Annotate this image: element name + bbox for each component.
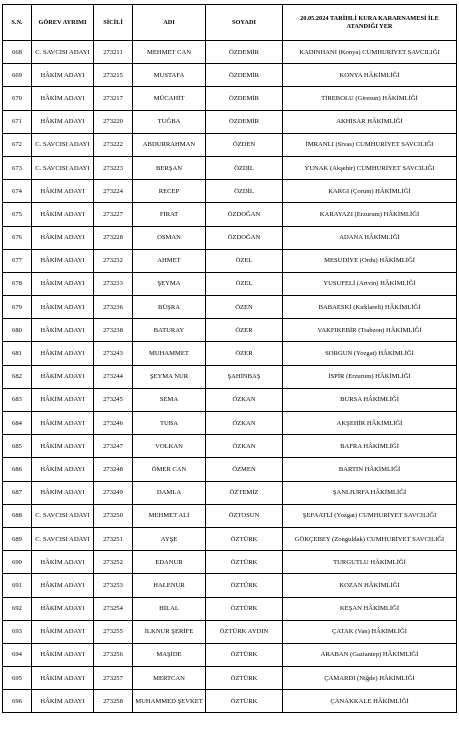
- cell-adi: MERTCAN: [133, 667, 206, 690]
- cell-gorev-ayrimi: HÂKİM ADAYI: [32, 412, 94, 435]
- cell-soyadi: ÖZDİL: [206, 156, 283, 179]
- table-row: [3, 203, 457, 226]
- cell-soyadi: ÖZEL: [206, 249, 283, 272]
- cell-sicili: 273236: [94, 296, 133, 319]
- cell-sicili: 273211: [94, 41, 133, 64]
- table-row: [3, 110, 457, 133]
- cell-sicili: 273257: [94, 667, 133, 690]
- table-row: [3, 643, 457, 666]
- cell-sicili: 273233: [94, 272, 133, 295]
- cell-sicili: 273232: [94, 249, 133, 272]
- cell-soyadi: ÖZTÜRK AYDIN: [206, 620, 283, 643]
- appointment-table: [2, 4, 457, 713]
- header-soyadi: SOYADI: [206, 5, 283, 41]
- cell-gorev-ayrimi: HÂKİM ADAYI: [32, 180, 94, 203]
- table-row: [3, 64, 457, 87]
- cell-adi: TUĞBA: [133, 110, 206, 133]
- cell-atandigi-yer: ÇATAK (Van) HÂKİMLİĞİ: [283, 620, 457, 643]
- table-body: [3, 41, 457, 713]
- cell-atandigi-yer: GÖKÇEBEY (Zonguldak) CUMHURİYET SAVCILIĞI: [283, 527, 457, 550]
- cell-adi: OSMAN: [133, 226, 206, 249]
- cell-sn: 686: [3, 458, 32, 481]
- cell-gorev-ayrimi: HÂKİM ADAYI: [32, 435, 94, 458]
- cell-sicili: 273223: [94, 156, 133, 179]
- cell-gorev-ayrimi: HÂKİM ADAYI: [32, 574, 94, 597]
- cell-gorev-ayrimi: HÂKİM ADAYI: [32, 365, 94, 388]
- cell-soyadi: ÖZTÜRK: [206, 690, 283, 713]
- table-row: [3, 272, 457, 295]
- cell-gorev-ayrimi: HÂKİM ADAYI: [32, 620, 94, 643]
- cell-sicili: 273253: [94, 574, 133, 597]
- cell-sn: 674: [3, 180, 32, 203]
- cell-sicili: 273248: [94, 458, 133, 481]
- cell-atandigi-yer: TURGUTLU HÂKİMLİĞİ: [283, 551, 457, 574]
- cell-adi: DAMLA: [133, 481, 206, 504]
- cell-soyadi: ÖZTOSUN: [206, 504, 283, 527]
- cell-gorev-ayrimi: C. SAVCISI ADAYI: [32, 527, 94, 550]
- cell-soyadi: ÖZKAN: [206, 412, 283, 435]
- cell-soyadi: ÖZEL: [206, 272, 283, 295]
- cell-atandigi-yer: KOZAN HÂKİMLİĞİ: [283, 574, 457, 597]
- cell-sicili: 273246: [94, 412, 133, 435]
- cell-adi: AHMET: [133, 249, 206, 272]
- cell-atandigi-yer: ÇANAKKALE HÂKİMLİĞİ: [283, 690, 457, 713]
- cell-atandigi-yer: ADANA HÂKİMLİĞİ: [283, 226, 457, 249]
- cell-sicili: 273252: [94, 551, 133, 574]
- cell-atandigi-yer: MESUDİYE (Ordu) HÂKİMLİĞİ: [283, 249, 457, 272]
- cell-atandigi-yer: BAFRA HÂKİMLİĞİ: [283, 435, 457, 458]
- cell-adi: MEHMET CAN: [133, 41, 206, 64]
- cell-soyadi: ÖZMEN: [206, 458, 283, 481]
- cell-atandigi-yer: ŞEFAATLİ (Yozgat) CUMHURİYET SAVCILIĞI: [283, 504, 457, 527]
- cell-sn: 680: [3, 319, 32, 342]
- cell-atandigi-yer: ÇAMARDI (Niğde) HÂKİMLİĞİ: [283, 667, 457, 690]
- cell-adi: MUHAMMET: [133, 342, 206, 365]
- cell-atandigi-yer: YUSUFELİ (Artvin) HÂKİMLİĞİ: [283, 272, 457, 295]
- cell-sn: 684: [3, 412, 32, 435]
- cell-gorev-ayrimi: HÂKİM ADAYI: [32, 342, 94, 365]
- cell-sicili: 273222: [94, 133, 133, 156]
- cell-soyadi: ÖZDEMİR: [206, 87, 283, 110]
- cell-adi: MUHAMMED ŞEVKET: [133, 690, 206, 713]
- cell-adi: MÜCAHİT: [133, 87, 206, 110]
- cell-sn: 668: [3, 41, 32, 64]
- cell-soyadi: ÖZEN: [206, 296, 283, 319]
- cell-sicili: 273243: [94, 342, 133, 365]
- cell-adi: ÖMER CAN: [133, 458, 206, 481]
- header-adi: ADI: [133, 5, 206, 41]
- cell-sn: 693: [3, 620, 32, 643]
- cell-atandigi-yer: ŞANLIURFA HÂKİMLİĞİ: [283, 481, 457, 504]
- cell-atandigi-yer: KARAYAZI (Erzurum) HÂKİMLİĞİ: [283, 203, 457, 226]
- cell-sn: 692: [3, 597, 32, 620]
- cell-soyadi: ÖZER: [206, 319, 283, 342]
- cell-atandigi-yer: YUNAK (Akşehir) CUMHURİYET SAVCILIĞI: [283, 156, 457, 179]
- cell-atandigi-yer: TİREBOLU (Giresun) HÂKİMLİĞİ: [283, 87, 457, 110]
- cell-sicili: 273256: [94, 643, 133, 666]
- cell-gorev-ayrimi: HÂKİM ADAYI: [32, 319, 94, 342]
- cell-atandigi-yer: BURSA HÂKİMLİĞİ: [283, 388, 457, 411]
- cell-soyadi: ÖZDOĞAN: [206, 226, 283, 249]
- cell-sn: 679: [3, 296, 32, 319]
- cell-soyadi: ÖZDİL: [206, 180, 283, 203]
- header-atandigi-yer-line2: ATANDIĞI YER: [346, 22, 393, 30]
- cell-sicili: 273228: [94, 226, 133, 249]
- cell-gorev-ayrimi: HÂKİM ADAYI: [32, 87, 94, 110]
- cell-sn: 694: [3, 643, 32, 666]
- cell-sn: 670: [3, 87, 32, 110]
- cell-atandigi-yer: AKŞEHİR HÂKİMLİĞİ: [283, 412, 457, 435]
- table-row: [3, 551, 457, 574]
- cell-adi: ABDURRAHMAN: [133, 133, 206, 156]
- cell-sicili: 273255: [94, 620, 133, 643]
- cell-sn: 678: [3, 272, 32, 295]
- cell-sn: 672: [3, 133, 32, 156]
- cell-sn: 677: [3, 249, 32, 272]
- table-row: [3, 667, 457, 690]
- cell-adi: AYŞE: [133, 527, 206, 550]
- cell-sicili: 273245: [94, 388, 133, 411]
- cell-gorev-ayrimi: HÂKİM ADAYI: [32, 690, 94, 713]
- cell-gorev-ayrimi: HÂKİM ADAYI: [32, 551, 94, 574]
- cell-sn: 676: [3, 226, 32, 249]
- cell-gorev-ayrimi: HÂKİM ADAYI: [32, 249, 94, 272]
- cell-gorev-ayrimi: HÂKİM ADAYI: [32, 667, 94, 690]
- cell-soyadi: ŞAHİNBAŞ: [206, 365, 283, 388]
- table-row: [3, 620, 457, 643]
- table-row: [3, 527, 457, 550]
- header-atandigi-yer: [283, 5, 457, 41]
- header-atandigi-yer-line1: 20.05.2024 TARİHLİ KURA KARARNAMESİ İLE: [300, 14, 439, 22]
- table-row: [3, 87, 457, 110]
- table-row: [3, 156, 457, 179]
- cell-soyadi: ÖZTÜRK: [206, 527, 283, 550]
- cell-sicili: 273224: [94, 180, 133, 203]
- cell-soyadi: ÖZDEMİR: [206, 110, 283, 133]
- cell-adi: HALENUR: [133, 574, 206, 597]
- cell-sicili: 273254: [94, 597, 133, 620]
- cell-gorev-ayrimi: HÂKİM ADAYI: [32, 597, 94, 620]
- header-sn: S.N.: [3, 5, 32, 41]
- header-row: [3, 5, 457, 41]
- cell-adi: VOLKAN: [133, 435, 206, 458]
- cell-adi: FIRAT: [133, 203, 206, 226]
- cell-atandigi-yer: ARABAN (Gaziantep) HÂKİMLİĞİ: [283, 643, 457, 666]
- table-row: [3, 435, 457, 458]
- cell-atandigi-yer: KEŞAN HÂKİMLİĞİ: [283, 597, 457, 620]
- table-row: [3, 458, 457, 481]
- table-row: [3, 342, 457, 365]
- cell-sn: 673: [3, 156, 32, 179]
- table-row: [3, 41, 457, 64]
- cell-soyadi: ÖZTEMİZ: [206, 481, 283, 504]
- cell-adi: MAŞİDE: [133, 643, 206, 666]
- cell-adi: TUBA: [133, 412, 206, 435]
- cell-gorev-ayrimi: C. SAVCISI ADAYI: [32, 133, 94, 156]
- cell-atandigi-yer: BABAESKİ (Kırklareli) HÂKİMLİĞİ: [283, 296, 457, 319]
- cell-sn: 685: [3, 435, 32, 458]
- cell-soyadi: ÖZDEMİR: [206, 41, 283, 64]
- cell-sicili: 273249: [94, 481, 133, 504]
- cell-gorev-ayrimi: C. SAVCISI ADAYI: [32, 156, 94, 179]
- cell-sicili: 273250: [94, 504, 133, 527]
- cell-gorev-ayrimi: HÂKİM ADAYI: [32, 481, 94, 504]
- table-row: [3, 597, 457, 620]
- cell-soyadi: ÖZKAN: [206, 435, 283, 458]
- cell-atandigi-yer: KONYA HÂKİMLİĞİ: [283, 64, 457, 87]
- cell-atandigi-yer: KARGI (Çorum) HÂKİMLİĞİ: [283, 180, 457, 203]
- cell-adi: MEHMET ALİ: [133, 504, 206, 527]
- cell-adi: MUSTAFA: [133, 64, 206, 87]
- cell-sicili: 273217: [94, 87, 133, 110]
- cell-gorev-ayrimi: HÂKİM ADAYI: [32, 226, 94, 249]
- cell-adi: BATURAY: [133, 319, 206, 342]
- cell-sn: 696: [3, 690, 32, 713]
- cell-sicili: 273247: [94, 435, 133, 458]
- cell-sicili: 273220: [94, 110, 133, 133]
- table-row: [3, 388, 457, 411]
- cell-adi: ŞEYMA NUR: [133, 365, 206, 388]
- table-row: [3, 249, 457, 272]
- table-row: [3, 226, 457, 249]
- table-row: [3, 296, 457, 319]
- cell-atandigi-yer: İSPİR (Erzurum) HÂKİMLİĞİ: [283, 365, 457, 388]
- cell-sicili: 273227: [94, 203, 133, 226]
- cell-sn: 675: [3, 203, 32, 226]
- cell-sn: 669: [3, 64, 32, 87]
- cell-sn: 681: [3, 342, 32, 365]
- cell-adi: HİLAL: [133, 597, 206, 620]
- cell-gorev-ayrimi: HÂKİM ADAYI: [32, 64, 94, 87]
- cell-sn: 687: [3, 481, 32, 504]
- cell-atandigi-yer: VAKFIKEBİR (Trabzon) HÂKİMLİĞİ: [283, 319, 457, 342]
- cell-soyadi: ÖZTÜRK: [206, 643, 283, 666]
- header-gorev: GÖREV AYRIMI: [32, 5, 94, 41]
- cell-gorev-ayrimi: HÂKİM ADAYI: [32, 203, 94, 226]
- cell-atandigi-yer: BARTIN HÂKİMLİĞİ: [283, 458, 457, 481]
- cell-gorev-ayrimi: HÂKİM ADAYI: [32, 272, 94, 295]
- cell-atandigi-yer: AKHİSAR HÂKİMLİĞİ: [283, 110, 457, 133]
- cell-gorev-ayrimi: HÂKİM ADAYI: [32, 296, 94, 319]
- cell-atandigi-yer: İMRANLI (Sivas) CUMHURİYET SAVCILIĞI: [283, 133, 457, 156]
- cell-adi: EDANUR: [133, 551, 206, 574]
- cell-sicili: 273244: [94, 365, 133, 388]
- cell-gorev-ayrimi: HÂKİM ADAYI: [32, 110, 94, 133]
- cell-soyadi: ÖZTÜRK: [206, 574, 283, 597]
- cell-soyadi: ÖZKAN: [206, 388, 283, 411]
- table-row: [3, 133, 457, 156]
- cell-soyadi: ÖZTÜRK: [206, 597, 283, 620]
- cell-adi: BÜŞRA: [133, 296, 206, 319]
- table-row: [3, 319, 457, 342]
- cell-sn: 689: [3, 527, 32, 550]
- cell-sn: 683: [3, 388, 32, 411]
- cell-gorev-ayrimi: C. SAVCISI ADAYI: [32, 41, 94, 64]
- cell-atandigi-yer: KADINHANI (Konya) CUMHURİYET SAVCILIĞI: [283, 41, 457, 64]
- table-row: [3, 690, 457, 713]
- cell-soyadi: ÖZTÜRK: [206, 551, 283, 574]
- cell-soyadi: ÖZDOĞAN: [206, 203, 283, 226]
- table-row: [3, 412, 457, 435]
- table-row: [3, 504, 457, 527]
- cell-sn: 691: [3, 574, 32, 597]
- cell-sn: 688: [3, 504, 32, 527]
- cell-adi: ŞEYMA: [133, 272, 206, 295]
- cell-sicili: 273251: [94, 527, 133, 550]
- cell-sicili: 273215: [94, 64, 133, 87]
- cell-soyadi: ÖZDEN: [206, 133, 283, 156]
- table-row: [3, 180, 457, 203]
- cell-gorev-ayrimi: HÂKİM ADAYI: [32, 643, 94, 666]
- cell-adi: RECEP: [133, 180, 206, 203]
- cell-adi: SEMA: [133, 388, 206, 411]
- table-row: [3, 365, 457, 388]
- cell-sicili: 273258: [94, 690, 133, 713]
- cell-gorev-ayrimi: HÂKİM ADAYI: [32, 458, 94, 481]
- cell-soyadi: ÖZER: [206, 342, 283, 365]
- cell-sn: 690: [3, 551, 32, 574]
- table-row: [3, 574, 457, 597]
- cell-sicili: 273238: [94, 319, 133, 342]
- cell-atandigi-yer: SORGUN (Yozgat) HÂKİMLİĞİ: [283, 342, 457, 365]
- header-sicili: SİCİLİ: [94, 5, 133, 41]
- cell-gorev-ayrimi: C. SAVCISI ADAYI: [32, 504, 94, 527]
- cell-adi: İLKNUR ŞERİFE: [133, 620, 206, 643]
- cell-sn: 682: [3, 365, 32, 388]
- cell-soyadi: ÖZTÜRK: [206, 667, 283, 690]
- cell-gorev-ayrimi: HÂKİM ADAYI: [32, 388, 94, 411]
- cell-adi: BERŞAN: [133, 156, 206, 179]
- cell-sn: 671: [3, 110, 32, 133]
- cell-soyadi: ÖZDEMİR: [206, 64, 283, 87]
- cell-sn: 695: [3, 667, 32, 690]
- table-row: [3, 481, 457, 504]
